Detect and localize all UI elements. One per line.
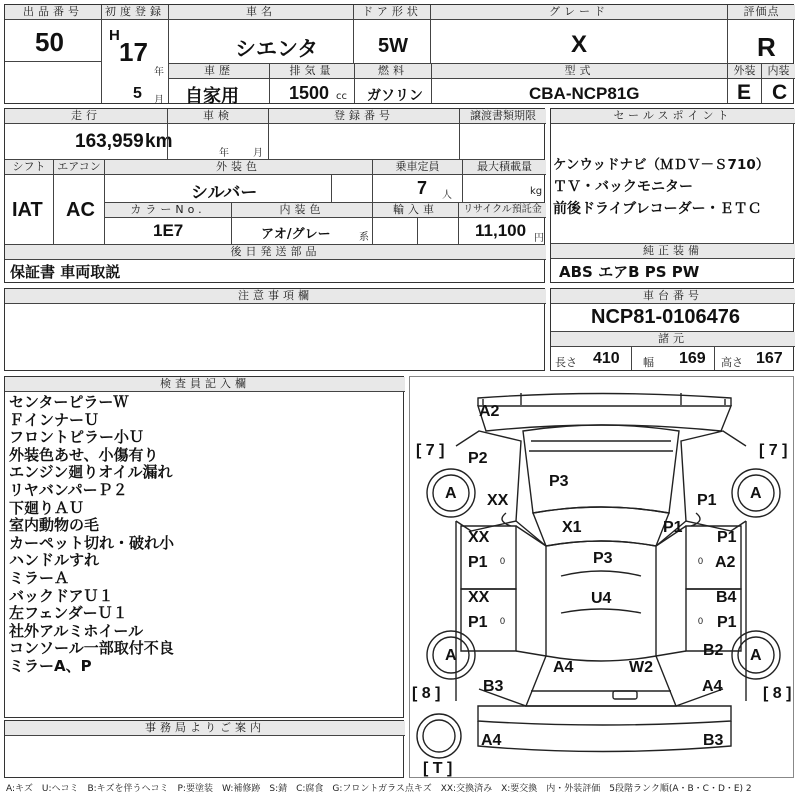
mark-front-left-fender: P2 bbox=[468, 450, 488, 467]
shift-value: IAT bbox=[12, 199, 43, 221]
inspector-note: ミラーＡ bbox=[9, 568, 70, 587]
length-value: 410 bbox=[593, 350, 620, 367]
mark-windshield: X1 bbox=[562, 519, 582, 536]
capacity-value: 7 bbox=[417, 178, 428, 198]
sales-point-line: ＴＶ・バックモニター bbox=[553, 179, 693, 195]
caution-label: 注意事項欄 bbox=[5, 289, 546, 304]
int-color-value: アオ/グレー bbox=[261, 227, 331, 242]
mark-back-door-right: W2 bbox=[629, 659, 653, 676]
mark-right-fender: P1 bbox=[697, 492, 717, 509]
inspector-note: 外装色あせ、小傷有り bbox=[9, 445, 159, 464]
car-name-value: シエンタ bbox=[235, 37, 319, 61]
mileage-value: 163,959 bbox=[75, 131, 144, 152]
mark-front-bumper: A2 bbox=[479, 403, 500, 420]
inspection-year-unit: 年 bbox=[219, 148, 229, 159]
inspection-label: 車検 bbox=[168, 109, 268, 124]
score-label: 評価点 bbox=[728, 5, 795, 20]
shift-label: シフト bbox=[5, 160, 53, 175]
history-label: 車歴 bbox=[169, 64, 269, 79]
mark-front-left-tire: A bbox=[445, 485, 457, 502]
mark-rear-bumper-right: B3 bbox=[703, 732, 724, 749]
equipment-value: ABS エアB PS PW bbox=[559, 263, 700, 281]
chassis-label: 車台番号 bbox=[551, 289, 795, 304]
tire-count-rear-right: [ 8 ] bbox=[763, 685, 792, 702]
first-reg-month-unit: 月 bbox=[154, 95, 164, 106]
grade-value: X bbox=[571, 31, 588, 58]
mark-right-front-door: A2 bbox=[715, 554, 736, 571]
chassis-box bbox=[550, 288, 794, 371]
mark-left-pillar: XX bbox=[487, 492, 509, 509]
mark-right-front-door: P1 bbox=[717, 529, 737, 546]
later-parts-value: 保証書 車両取説 bbox=[10, 263, 121, 281]
height-value: 167 bbox=[756, 350, 783, 367]
score-value: R bbox=[757, 32, 776, 62]
mark-roof: P3 bbox=[593, 550, 613, 567]
recycle-label: リサイクル預託金 bbox=[459, 203, 546, 218]
mark-right-front-door: 0 bbox=[698, 556, 704, 566]
mark-left-front-door: 0 bbox=[500, 556, 506, 566]
recycle-unit: 円 bbox=[534, 233, 544, 244]
height-label: 高さ bbox=[721, 356, 743, 369]
inspector-note: 下廻りＡＵ bbox=[9, 498, 85, 517]
tire-count-front-left: [ 7 ] bbox=[416, 442, 445, 459]
exterior-label: 外装 bbox=[728, 64, 761, 79]
mark-left-quarter: B3 bbox=[483, 678, 504, 695]
inspector-label: 検査員記入欄 bbox=[5, 377, 405, 392]
mark-left-rear-door: XX bbox=[468, 589, 490, 606]
mark-left-front-door: P1 bbox=[468, 554, 488, 571]
length-label: 長さ bbox=[555, 356, 577, 369]
mark-left-front-door: XX bbox=[468, 529, 490, 546]
mileage-unit: km bbox=[145, 131, 173, 152]
mark-right-pillar: P1 bbox=[663, 519, 683, 536]
mark-rear-left-tire: A bbox=[445, 647, 457, 664]
inspector-note: 社外アルミホイール bbox=[9, 621, 144, 640]
inspector-note: バックドアＵ１ bbox=[9, 586, 114, 605]
interior-label: 内装 bbox=[762, 64, 795, 79]
mark-front-right-tire: A bbox=[750, 485, 762, 502]
tire-count-front-right: [ 7 ] bbox=[759, 442, 788, 459]
max-load-label: 最大積載量 bbox=[463, 160, 546, 175]
mark-right-rear-door: P1 bbox=[717, 614, 737, 631]
mark-rear-right-tire: A bbox=[750, 647, 762, 664]
history-value: 自家用 bbox=[185, 86, 239, 107]
width-label: 幅 bbox=[643, 356, 654, 369]
first-reg-month: 5 bbox=[133, 85, 142, 102]
inspector-note: ＦインナーＵ bbox=[9, 410, 100, 429]
inspector-note: カーペット切れ・破れ小 bbox=[9, 533, 175, 552]
max-load-unit: kg bbox=[530, 186, 543, 197]
car-name-label: 車名 bbox=[169, 5, 353, 20]
mark-interior-floor: U4 bbox=[591, 590, 612, 607]
exterior-value: E bbox=[737, 81, 752, 104]
header-section bbox=[4, 4, 794, 107]
later-parts-label: 後日発送部品 bbox=[5, 245, 546, 260]
color-no-label: カラーNo. bbox=[105, 203, 231, 218]
vehicle-info-table bbox=[4, 108, 545, 283]
inspection-month-unit: 月 bbox=[253, 148, 263, 159]
mark-right-tail: A4 bbox=[702, 678, 723, 695]
inspector-notes bbox=[9, 394, 174, 676]
tire-count-spare: [ T ] bbox=[423, 760, 453, 777]
displacement-unit: cc bbox=[336, 91, 347, 102]
int-color-label: 内装色 bbox=[232, 203, 372, 218]
first-reg-year-unit: 年 bbox=[154, 67, 164, 78]
import-label: 輸入車 bbox=[373, 203, 458, 218]
mark-right-rear-door: 0 bbox=[698, 616, 704, 626]
grade-label: グレード bbox=[431, 5, 727, 20]
aircon-label: エアコン bbox=[54, 160, 104, 175]
office-box bbox=[4, 720, 404, 778]
width-value: 169 bbox=[679, 350, 706, 367]
chassis-value: NCP81-0106476 bbox=[591, 306, 740, 328]
transfer-deadline-label: 譲渡書類期限 bbox=[460, 109, 546, 124]
inspector-note: エンジン廻りオイル漏れ bbox=[9, 463, 173, 482]
door-value: 5W bbox=[378, 35, 408, 57]
mark-back-door-left: A4 bbox=[553, 659, 574, 676]
inspector-box bbox=[4, 376, 404, 718]
lot-label: 出品番号 bbox=[5, 5, 101, 20]
door-label: ドア形状 bbox=[354, 5, 430, 20]
inspector-note: 室内動物の毛 bbox=[9, 516, 100, 535]
reg-no-label: 登録番号 bbox=[269, 109, 459, 124]
specs-label: 諸元 bbox=[551, 332, 795, 347]
first-reg-label: 初度登録 bbox=[102, 5, 168, 20]
color-no-value: 1E7 bbox=[153, 221, 184, 240]
mark-right-rear-door: B4 bbox=[716, 589, 737, 606]
sales-point-line: ケンウッドナビ（ＭＤＶ－Ｓ710） bbox=[553, 157, 770, 173]
inspector-note: センターピラーＷ bbox=[9, 393, 129, 411]
office-label: 事務局よりご案内 bbox=[5, 721, 405, 736]
sales-point-line: 前後ドライブレコーダー・ＥＴＣ bbox=[553, 201, 762, 217]
model-value: CBA-NCP81G bbox=[529, 84, 640, 103]
inspector-note: コンソール一部取付不良 bbox=[9, 639, 174, 658]
ext-color-label: 外装色 bbox=[105, 160, 372, 175]
inspector-note: リヤバンパーＰ２ bbox=[9, 480, 128, 499]
displacement-label: 排気量 bbox=[270, 64, 354, 79]
first-reg-year: 17 bbox=[119, 37, 148, 67]
inspector-note: 左フェンダーＵ１ bbox=[9, 604, 128, 623]
damage-code-legend: A:キズ U:ヘコミ B:キズを伴うヘコミ P:要塗装 W:補修跡 S:錆 C:腐食 G:フロントガラス点キズ XX:交換済み X:要交換 内・外装評価 5段階ランク順(A・B・C・D・E) 2 bbox=[6, 784, 752, 794]
int-color-suffix: 系 bbox=[359, 232, 369, 243]
lot-value: 50 bbox=[35, 27, 64, 57]
fuel-label: 燃料 bbox=[355, 64, 431, 79]
aircon-value: AC bbox=[66, 199, 95, 221]
mark-right-quarter: B2 bbox=[703, 642, 724, 659]
mark-left-rear-door: 0 bbox=[500, 616, 506, 626]
displacement-value: 1500 bbox=[289, 83, 330, 103]
ext-color-value: シルバー bbox=[191, 183, 258, 203]
sales-points-label: セールスポイント bbox=[551, 109, 795, 124]
equipment-label: 純正装備 bbox=[551, 244, 795, 259]
model-label: 型式 bbox=[432, 64, 727, 79]
car-diagram-box bbox=[409, 376, 794, 778]
sales-points bbox=[550, 108, 794, 283]
inspector-note: フロントピラー小Ｕ bbox=[9, 428, 145, 447]
recycle-value: 11,100 bbox=[475, 221, 527, 240]
interior-value: C bbox=[772, 81, 788, 104]
fuel-value: ガソリン bbox=[367, 88, 423, 104]
mark-left-rear-door: P1 bbox=[468, 614, 488, 631]
capacity-label: 乗車定員 bbox=[373, 160, 462, 175]
inspector-note: ミラーA、P bbox=[9, 656, 92, 675]
capacity-unit: 人 bbox=[442, 190, 452, 201]
mark-hood: P3 bbox=[549, 473, 569, 490]
inspector-note: ハンドルすれ bbox=[9, 551, 100, 570]
mark-rear-bumper-left: A4 bbox=[481, 732, 502, 749]
tire-count-rear-left: [ 8 ] bbox=[412, 685, 441, 702]
caution-box bbox=[4, 288, 545, 371]
mileage-label: 走行 bbox=[5, 109, 167, 124]
car-diagram bbox=[410, 377, 795, 779]
first-reg-era: H bbox=[109, 27, 120, 44]
